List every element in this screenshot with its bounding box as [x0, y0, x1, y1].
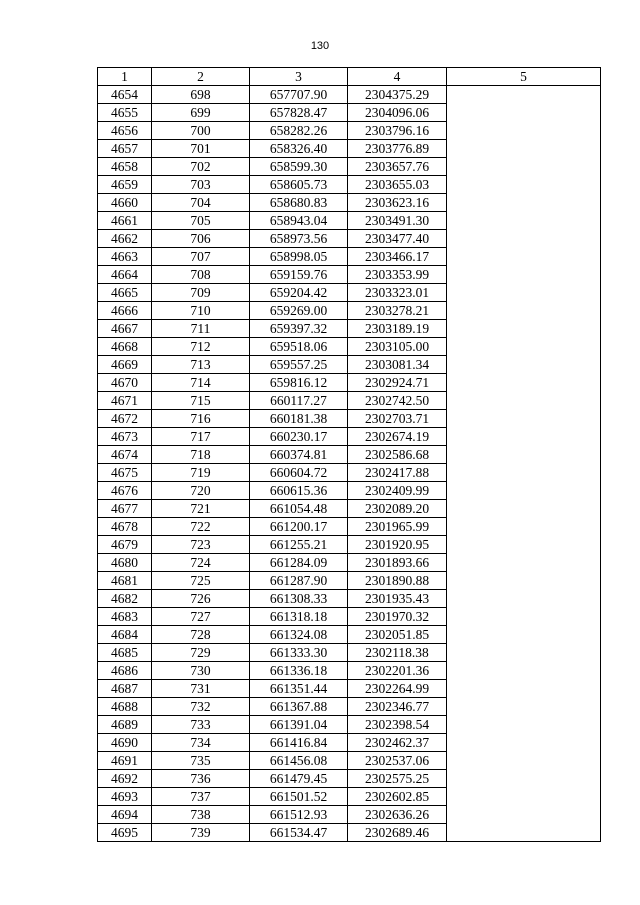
- table-cell-col-3: 660181.38: [250, 410, 348, 428]
- table-cell-col-2: 723: [152, 536, 250, 554]
- table-cell-col-1: 4654: [98, 86, 152, 104]
- table-cell-col-3: 661336.18: [250, 662, 348, 680]
- table-cell-col-1: 4693: [98, 788, 152, 806]
- table-cell-col-2: 708: [152, 266, 250, 284]
- table-cell-col-3: 658599.30: [250, 158, 348, 176]
- table-cell-col-2: 704: [152, 194, 250, 212]
- table-cell-col-4: 2302575.25: [348, 770, 447, 788]
- table-cell-col-2: 705: [152, 212, 250, 230]
- table-cell-col-4: 2301893.66: [348, 554, 447, 572]
- table-cell-col-1: 4677: [98, 500, 152, 518]
- table-cell-col-1: 4694: [98, 806, 152, 824]
- table-cell-col-3: 659816.12: [250, 374, 348, 392]
- table-cell-col-3: 659204.42: [250, 284, 348, 302]
- table-cell-col-1: 4658: [98, 158, 152, 176]
- table-cell-col-2: 706: [152, 230, 250, 248]
- table-cell-col-4: 2302118.38: [348, 644, 447, 662]
- table-cell-col-3: 661255.21: [250, 536, 348, 554]
- column-header-2: 2: [152, 68, 250, 86]
- table-cell-col-3: 660374.81: [250, 446, 348, 464]
- table-cell-col-2: 719: [152, 464, 250, 482]
- table-cell-col-4: 2303353.99: [348, 266, 447, 284]
- table-cell-col-1: 4663: [98, 248, 152, 266]
- table-cell-col-4: 2304096.06: [348, 104, 447, 122]
- table-cell-col-4: 2302689.46: [348, 824, 447, 842]
- table-cell-col-4: 2302674.19: [348, 428, 447, 446]
- table-cell-col-4: 2302417.88: [348, 464, 447, 482]
- table-cell-col-1: 4670: [98, 374, 152, 392]
- table-cell-col-4: 2302201.36: [348, 662, 447, 680]
- table-cell-col-3: 661501.52: [250, 788, 348, 806]
- table-cell-col-3: 660604.72: [250, 464, 348, 482]
- table-cell-col-1: 4686: [98, 662, 152, 680]
- table-cell-col-4: 2303323.01: [348, 284, 447, 302]
- table-cell-col-3: 661351.44: [250, 680, 348, 698]
- table-cell-col-3: 661456.08: [250, 752, 348, 770]
- table-cell-col-2: 736: [152, 770, 250, 788]
- table-cell-col-4: 2302346.77: [348, 698, 447, 716]
- table-cell-col-4: 2301920.95: [348, 536, 447, 554]
- table-cell-col-3: 661534.47: [250, 824, 348, 842]
- table-cell-col-2: 718: [152, 446, 250, 464]
- column-header-5: 5: [447, 68, 601, 86]
- table-cell-col-2: 733: [152, 716, 250, 734]
- table-cell-col-1: 4656: [98, 122, 152, 140]
- table-cell-col-4: 2303189.19: [348, 320, 447, 338]
- table-cell-col-1: 4684: [98, 626, 152, 644]
- table-cell-col-2: 730: [152, 662, 250, 680]
- table-cell-col-1: 4688: [98, 698, 152, 716]
- table-cell-col-3: 658680.83: [250, 194, 348, 212]
- table-cell-col-1: 4662: [98, 230, 152, 248]
- table-cell-col-2: 703: [152, 176, 250, 194]
- table-cell-col-4: 2301890.88: [348, 572, 447, 590]
- table-cell-col-1: 4681: [98, 572, 152, 590]
- table-cell-col-2: 728: [152, 626, 250, 644]
- table-cell-col-1: 4661: [98, 212, 152, 230]
- table-cell-col-2: 738: [152, 806, 250, 824]
- table-cell-col-2: 714: [152, 374, 250, 392]
- table-cell-col-2: 721: [152, 500, 250, 518]
- table-cell-col-1: 4691: [98, 752, 152, 770]
- table-cell-col-3: 659269.00: [250, 302, 348, 320]
- table-cell-col-2: 731: [152, 680, 250, 698]
- table-cell-col-4: 2303776.89: [348, 140, 447, 158]
- table-cell-col-2: 729: [152, 644, 250, 662]
- table-cell-col-3: 658973.56: [250, 230, 348, 248]
- table-cell-col-1: 4655: [98, 104, 152, 122]
- table-cell-col-4: 2304375.29: [348, 86, 447, 104]
- table-cell-col-4: 2301970.32: [348, 608, 447, 626]
- table-cell-col-1: 4667: [98, 320, 152, 338]
- table-cell-col-3: 658943.04: [250, 212, 348, 230]
- table-cell-col-4: 2303657.76: [348, 158, 447, 176]
- table-cell-col-1: 4683: [98, 608, 152, 626]
- table-cell-col-2: 717: [152, 428, 250, 446]
- table-body: [98, 86, 601, 842]
- table-cell-col-2: 735: [152, 752, 250, 770]
- table-cell-col-1: 4668: [98, 338, 152, 356]
- table-cell-col-3: 658326.40: [250, 140, 348, 158]
- table-cell-col-3: 661200.17: [250, 518, 348, 536]
- table-cell-col-2: 711: [152, 320, 250, 338]
- table-cell-col-3: 658998.05: [250, 248, 348, 266]
- table-row: [98, 86, 601, 104]
- table-cell-col-1: 4672: [98, 410, 152, 428]
- table-cell-col-4: 2301935.43: [348, 590, 447, 608]
- table-cell-col-1: 4673: [98, 428, 152, 446]
- table-cell-col-3: 659397.32: [250, 320, 348, 338]
- table-cell-col-3: 661367.88: [250, 698, 348, 716]
- table-cell-col-4: 2302602.85: [348, 788, 447, 806]
- table-cell-col-1: 4664: [98, 266, 152, 284]
- table-cell-col-3: 658605.73: [250, 176, 348, 194]
- page-number: 130: [310, 40, 330, 52]
- table-cell-col-3: 661054.48: [250, 500, 348, 518]
- table-cell-col-3: 661284.09: [250, 554, 348, 572]
- table-cell-col-1: 4678: [98, 518, 152, 536]
- table-cell-col-3: 657828.47: [250, 104, 348, 122]
- table-cell-col-4: 2303477.40: [348, 230, 447, 248]
- table-header-row: [98, 68, 601, 86]
- table-cell-col-1: 4682: [98, 590, 152, 608]
- column-header-1: 1: [98, 68, 152, 86]
- table-cell-col-1: 4674: [98, 446, 152, 464]
- table-cell-col-1: 4676: [98, 482, 152, 500]
- table-cell-col-3: 660117.27: [250, 392, 348, 410]
- table-cell-col-1: 4659: [98, 176, 152, 194]
- table-cell-col-3: 659159.76: [250, 266, 348, 284]
- table-cell-col-2: 734: [152, 734, 250, 752]
- table-cell-col-4: 2303081.34: [348, 356, 447, 374]
- table-cell-col-1: 4692: [98, 770, 152, 788]
- table-cell-col-2: 701: [152, 140, 250, 158]
- table-cell-col-2: 716: [152, 410, 250, 428]
- table-cell-col-1: 4657: [98, 140, 152, 158]
- table-cell-col-2: 715: [152, 392, 250, 410]
- table-cell-col-3: 661333.30: [250, 644, 348, 662]
- table-cell-col-3: 657707.90: [250, 86, 348, 104]
- table-cell-col-4: 2302636.26: [348, 806, 447, 824]
- table-cell-col-2: 702: [152, 158, 250, 176]
- table-cell-col-2: 726: [152, 590, 250, 608]
- coordinates-table: [97, 67, 601, 842]
- table-cell-col-3: 661308.33: [250, 590, 348, 608]
- table-cell-col-2: 700: [152, 122, 250, 140]
- table-cell-col-2: 699: [152, 104, 250, 122]
- table-cell-col-2: 710: [152, 302, 250, 320]
- table-cell-col-4: 2303278.21: [348, 302, 447, 320]
- table-cell-col-2: 713: [152, 356, 250, 374]
- table-cell-col-3: 660230.17: [250, 428, 348, 446]
- table-cell-col-3: 660615.36: [250, 482, 348, 500]
- table-cell-col-4: 2302462.37: [348, 734, 447, 752]
- table-cell-col-4: 2301965.99: [348, 518, 447, 536]
- table-cell-col-3: 661391.04: [250, 716, 348, 734]
- table-cell-col-1: 4671: [98, 392, 152, 410]
- table-cell-col-1: 4660: [98, 194, 152, 212]
- table-cell-col-4: 2302409.99: [348, 482, 447, 500]
- table-cell-col-4: 2302924.71: [348, 374, 447, 392]
- table-cell-col-2: 727: [152, 608, 250, 626]
- table-cell-col-1: 4666: [98, 302, 152, 320]
- table-cell-col-4: 2302742.50: [348, 392, 447, 410]
- table-cell-col-1: 4679: [98, 536, 152, 554]
- table-cell-col-2: 737: [152, 788, 250, 806]
- table-cell-col-4: 2302703.71: [348, 410, 447, 428]
- table-cell-col-4: 2303491.30: [348, 212, 447, 230]
- table-cell-col-4: 2303466.17: [348, 248, 447, 266]
- table-cell-col-2: 724: [152, 554, 250, 572]
- table-cell-col-2: 707: [152, 248, 250, 266]
- table-cell-col-1: 4680: [98, 554, 152, 572]
- notes-column-cell: [447, 86, 601, 842]
- table-cell-col-3: 661416.84: [250, 734, 348, 752]
- column-header-4: 4: [348, 68, 447, 86]
- table-cell-col-2: 720: [152, 482, 250, 500]
- table-cell-col-1: 4695: [98, 824, 152, 842]
- table-cell-col-2: 732: [152, 698, 250, 716]
- table-cell-col-2: 709: [152, 284, 250, 302]
- table-cell-col-4: 2302586.68: [348, 446, 447, 464]
- table-cell-col-1: 4669: [98, 356, 152, 374]
- column-header-3: 3: [250, 68, 348, 86]
- table-cell-col-2: 698: [152, 86, 250, 104]
- table-cell-col-4: 2303105.00: [348, 338, 447, 356]
- table-cell-col-4: 2302537.06: [348, 752, 447, 770]
- table-cell-col-1: 4665: [98, 284, 152, 302]
- table-cell-col-2: 712: [152, 338, 250, 356]
- table-cell-col-3: 661479.45: [250, 770, 348, 788]
- table-cell-col-3: 661318.18: [250, 608, 348, 626]
- table-cell-col-2: 739: [152, 824, 250, 842]
- table-cell-col-4: 2303655.03: [348, 176, 447, 194]
- table-cell-col-2: 725: [152, 572, 250, 590]
- table-cell-col-4: 2302398.54: [348, 716, 447, 734]
- table-cell-col-3: 659518.06: [250, 338, 348, 356]
- table-cell-col-3: 661324.08: [250, 626, 348, 644]
- table-cell-col-4: 2303796.16: [348, 122, 447, 140]
- table-cell-col-3: 659557.25: [250, 356, 348, 374]
- table-cell-col-4: 2303623.16: [348, 194, 447, 212]
- table-cell-col-1: 4690: [98, 734, 152, 752]
- table-cell-col-2: 722: [152, 518, 250, 536]
- table-cell-col-3: 661512.93: [250, 806, 348, 824]
- table-cell-col-3: 661287.90: [250, 572, 348, 590]
- table-cell-col-4: 2302051.85: [348, 626, 447, 644]
- table-cell-col-4: 2302264.99: [348, 680, 447, 698]
- table-cell-col-1: 4689: [98, 716, 152, 734]
- table-cell-col-1: 4687: [98, 680, 152, 698]
- table-cell-col-1: 4685: [98, 644, 152, 662]
- table-cell-col-4: 2302089.20: [348, 500, 447, 518]
- table-cell-col-3: 658282.26: [250, 122, 348, 140]
- table-cell-col-1: 4675: [98, 464, 152, 482]
